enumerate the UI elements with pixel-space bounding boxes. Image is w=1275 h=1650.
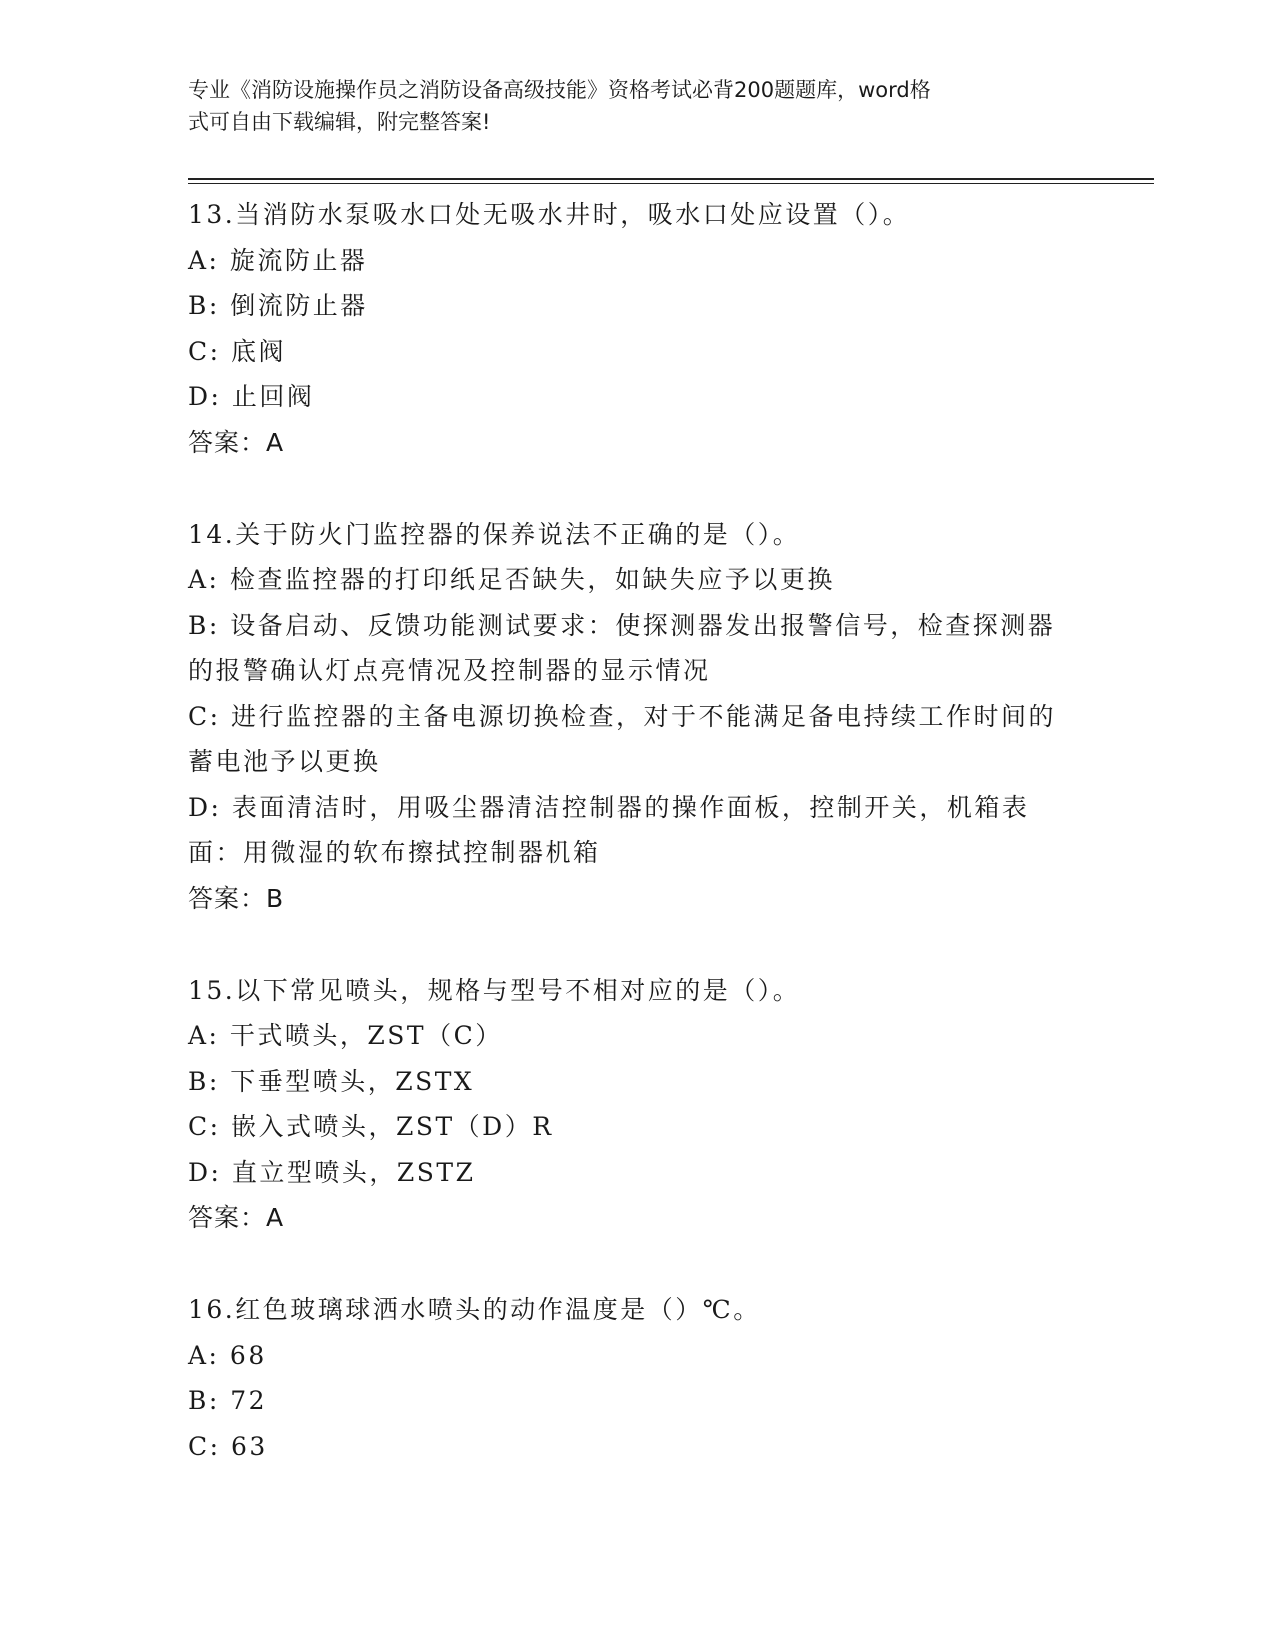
document-header [188,74,1068,138]
question-13 [188,192,1078,466]
option-c: C: 进行监控器的主备电源切换检查，对于不能满足备电持续工作时间的蓄电池予以更换 [188,701,1057,776]
answer-label: 答案：B [188,883,285,913]
header-line-2: 式可自由下载编辑，附完整答案! [188,110,491,134]
question-15 [188,968,1078,1242]
question-list [188,192,1078,1515]
question-stem: 15.以下常见喷头，规格与型号不相对应的是（）。 [188,975,801,1005]
question-stem: 14.关于防火门监控器的保养说法不正确的是（）。 [188,519,801,549]
option-b: B: 72 [188,1386,268,1415]
header-divider-thin [188,183,1154,184]
option-a: A: 干式喷头，ZST（C） [188,1021,503,1050]
option-a: A: 检查监控器的打印纸足否缺失，如缺失应予以更换 [188,565,835,594]
option-b: B: 倒流防止器 [188,291,368,320]
option-c: C: 底阀 [188,336,286,366]
option-d: D: 表面清洁时，用吸尘器清洁控制器的操作面板，控制开关，机箱表面：用微湿的软布擦拭控制器机箱 [188,792,1030,867]
question-stem: 16.红色玻璃球洒水喷头的动作温度是（）℃。 [188,1295,761,1324]
option-c: C: 63 [188,1431,268,1461]
question-16 [188,1287,1078,1469]
option-d: D: 直立型喷头，ZSTZ [188,1157,476,1187]
option-d: D: 止回阀 [188,382,315,411]
header-divider [188,178,1154,180]
question-14 [188,512,1078,922]
option-c: C: 嵌入式喷头，ZST（D）R [188,1112,554,1141]
option-b: B: 下垂型喷头，ZSTX [188,1066,475,1096]
header-line-1: 专业《消防设施操作员之消防设备高级技能》资格考试必背200题题库，word格 [188,78,931,102]
option-b: B: 设备启动、反馈功能测试要求：使探测器发出报警信号，检查探测器的报警确认灯点亮情况及控制器的显示情况 [188,610,1056,685]
answer-label: 答案：A [188,427,285,457]
answer-label: 答案：A [188,1203,285,1232]
option-a: A: 旋流防止器 [188,245,368,275]
question-stem: 13.当消防水泵吸水口处无吸水井时，吸水口处应设置（）。 [188,200,911,229]
option-a: A: 68 [188,1340,267,1370]
